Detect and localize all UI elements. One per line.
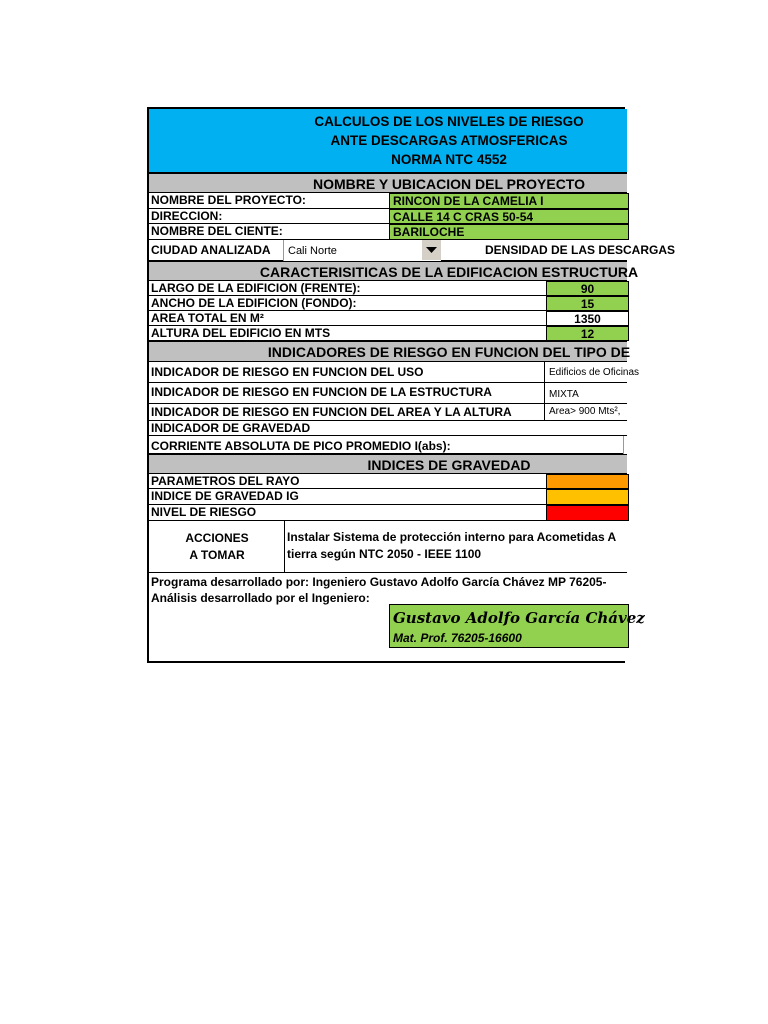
gravity-indicator-row — [149, 421, 627, 436]
signature-box — [389, 604, 645, 648]
header-title-line1: CALCULOS DE LOS NIVELES DE RIESGO — [314, 114, 584, 129]
header-title-line2: ANTE DESCARGAS ATMOSFERICAS — [330, 133, 568, 148]
indicator-use-select[interactable] — [544, 362, 640, 383]
area-value: 1350 — [546, 311, 629, 326]
signature-name: Gustavo Adolfo García Chávez — [393, 609, 645, 627]
current-label: CORRIENTE ABSOLUTA DE PICO PROMEDIO I(abs): — [151, 439, 451, 453]
area-label: AREA TOTAL EN M² — [151, 311, 264, 325]
actions-label-line2: A TOMAR — [189, 548, 245, 562]
width-value[interactable]: 15 — [546, 296, 629, 311]
city-select-value: Cali Norte — [288, 245, 337, 257]
width-label: ANCHO DE LA EDIFICION (FONDO): — [151, 296, 357, 310]
header-title-line3: NORMA NTC 4552 — [391, 152, 507, 167]
signature-mat-prof: Mat. Prof. 76205-16600 — [393, 631, 522, 645]
city-select[interactable] — [283, 240, 441, 261]
actions-label-cell — [149, 521, 285, 573]
risk-calculation-sheet — [147, 107, 676, 663]
lightning-params-label: PARAMETROS DEL RAYO — [151, 474, 300, 488]
city-label: CIUDAD ANALIZADA — [151, 243, 271, 257]
length-label: LARGO DE LA EDIFICION (FRENTE): — [151, 281, 361, 295]
gravity-index-indicator — [546, 489, 629, 505]
dropdown-arrow-icon[interactable] — [422, 240, 441, 260]
section-project-title: NOMBRE Y UBICACION DEL PROYECTO — [149, 173, 627, 193]
section-building-title: CARACTERISITICAS DE LA EDIFICACION ESTRUCTURA — [149, 261, 627, 281]
height-value[interactable]: 12 — [546, 326, 629, 341]
section-gravity-title: INDICES DE GRAVEDAD — [149, 454, 627, 474]
client-label: NOMBRE DEL CIENTE: — [151, 224, 283, 238]
indicator-area-label: INDICADOR DE RIESGO EN FUNCION DEL AREA Y LA ALTURA — [151, 405, 512, 419]
gravity-index-label: INDICE DE GRAVEDAD IG — [151, 489, 299, 503]
actions-text-line1: Instalar Sistema de protección interno para Acometidas A — [287, 530, 617, 544]
sheet-header — [149, 109, 627, 173]
height-label: ALTURA DEL EDIFICIO EN MTS — [151, 326, 331, 340]
indicator-area-value: Area> 900 Mts², — [549, 406, 621, 417]
actions-label-line1: ACCIONES — [185, 531, 249, 545]
indicator-area-select[interactable] — [544, 404, 634, 421]
length-value[interactable]: 90 — [546, 281, 629, 296]
indicator-structure-value: MIXTA — [549, 389, 579, 400]
client-value[interactable]: BARILOCHE — [389, 224, 629, 240]
project-name-value[interactable]: RINCON DE LA CAMELIA I — [389, 193, 629, 209]
project-name-label: NOMBRE DEL PROYECTO: — [151, 193, 306, 207]
current-value-cell[interactable] — [623, 436, 633, 454]
section-indicators-title: INDICADORES DE RIESGO EN FUNCION DEL TIPO DE — [149, 341, 627, 362]
indicator-structure-select[interactable] — [544, 383, 634, 404]
gravity-indicator-label: INDICADOR DE GRAVEDAD — [151, 421, 311, 435]
risk-level-label: NIVEL DE RIESGO — [151, 505, 257, 519]
footer-program-author: Programa desarrollado por: Ingeniero Gustavo Adolfo García Chávez MP 76205- — [151, 575, 607, 589]
address-value[interactable]: CALLE 14 C CRAS 50-54 — [389, 209, 629, 224]
density-label: DENSIDAD DE LAS DESCARGAS — [485, 243, 676, 257]
risk-level-indicator — [546, 505, 629, 521]
indicator-use-label: INDICADOR DE RIESGO EN FUNCION DEL USO — [151, 365, 424, 379]
indicator-structure-label: INDICADOR DE RIESGO EN FUNCION DE LA ESTRUCTURA — [151, 385, 492, 399]
actions-text-line2: tierra según NTC 2050 - IEEE 1100 — [287, 547, 482, 561]
footer-analysis-author: Análisis desarrollado por el Ingeniero: — [151, 591, 370, 605]
lightning-params-indicator — [546, 474, 629, 489]
address-label: DIRECCION: — [151, 209, 223, 223]
indicator-use-value: Edificios de Oficinas — [549, 367, 640, 378]
